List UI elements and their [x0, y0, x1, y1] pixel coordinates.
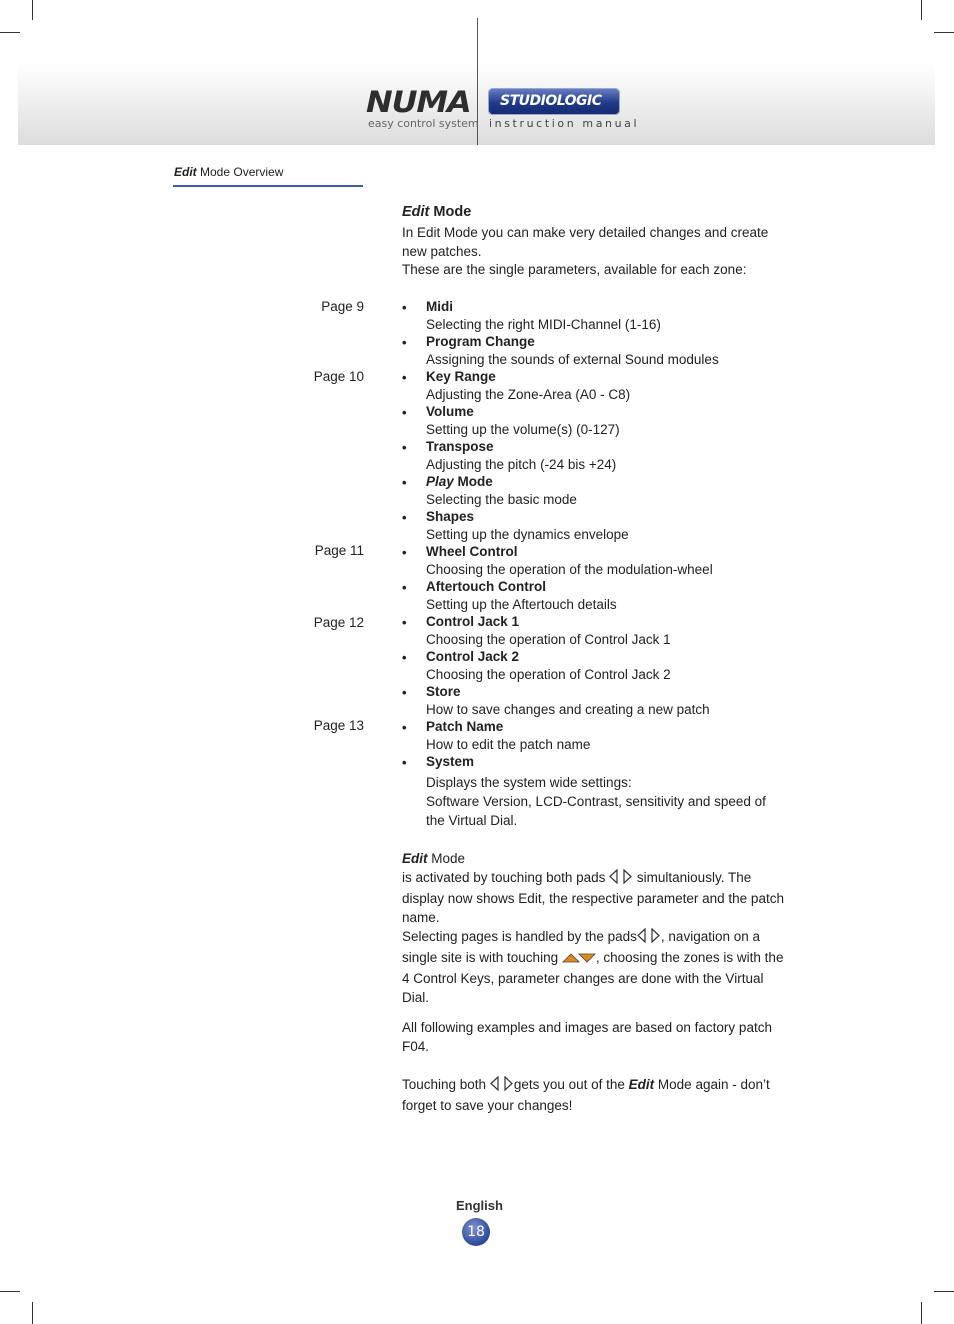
item-title: Shapes	[426, 509, 475, 524]
numa-logo-text: NUMA	[366, 85, 471, 119]
studiologic-logo	[488, 88, 620, 115]
bullet: •	[402, 615, 407, 630]
crop-mark	[32, 1302, 33, 1324]
item-title: Transpose	[426, 439, 494, 454]
item-title: Control Jack 1	[426, 614, 520, 629]
section-title	[174, 165, 283, 179]
item-title-rest: Mode	[453, 474, 493, 489]
bullet: •	[402, 370, 407, 385]
exit-text-em: Edit	[628, 1077, 655, 1092]
activation-heading	[402, 849, 792, 868]
bullet: •	[402, 475, 407, 490]
page-ref: Page 12	[313, 615, 364, 630]
page-heading	[402, 204, 471, 220]
crop-mark	[32, 0, 33, 20]
bullet: •	[402, 545, 407, 560]
crop-mark	[0, 1291, 20, 1292]
item-title: Volume	[426, 404, 474, 419]
heading-em: Edit	[402, 204, 430, 220]
left-right-pads-icon	[609, 869, 633, 889]
item-desc: Setting up the dynamics envelope	[426, 527, 629, 542]
page-ref: Page 10	[313, 369, 364, 384]
item-desc-2: Software Version, LCD-Contrast, sensitivity and speed of the Virtual Dial.	[426, 794, 766, 828]
bullet: •	[402, 335, 407, 350]
item-desc: Displays the system wide settings:	[426, 775, 632, 790]
page-number-badge: 18	[462, 1218, 490, 1246]
item-desc: Choosing the operation of the modulation-wheel	[426, 562, 713, 577]
item-desc: Setting up the Aftertouch details	[426, 597, 617, 612]
item-desc: Choosing the operation of Control Jack 1	[426, 632, 671, 647]
studiologic-logo-text: STUDIOLOGIC	[500, 93, 602, 109]
section-title-rest: Mode Overview	[196, 165, 284, 179]
activation-heading-rest: Mode	[427, 851, 466, 866]
bullet: •	[402, 510, 407, 525]
item-desc: Adjusting the Zone-Area (A0 - C8)	[426, 387, 631, 402]
activation-heading-em: Edit	[402, 851, 428, 866]
navigation-text: , choosing the zones is with the 4 Control Keys, parameter changes are done with the Virtual Dial.	[402, 950, 784, 1005]
item-title: Key Range	[426, 369, 496, 384]
language-label: English	[456, 1198, 503, 1213]
item-desc: Selecting the basic mode	[426, 492, 577, 507]
exit-text: gets you out of the	[513, 1077, 629, 1092]
left-right-pads-icon	[637, 928, 661, 948]
left-right-pads-icon	[490, 1076, 514, 1096]
item-desc: Assigning the sounds of external Sound modules	[426, 352, 719, 367]
item-title: Store	[426, 684, 461, 699]
bullet: •	[402, 755, 407, 770]
activation-paragraph	[402, 868, 792, 1007]
bullet: •	[402, 440, 407, 455]
crop-mark	[934, 32, 954, 33]
bullet: •	[402, 405, 407, 420]
up-down-arrows-icon	[562, 950, 596, 969]
navigation-text: , navigation on a single site is with touching	[402, 929, 760, 965]
exit-note	[402, 1075, 792, 1115]
bullet: •	[402, 685, 407, 700]
numa-logo	[366, 85, 479, 133]
page-ref: Page 13	[313, 718, 364, 733]
item-desc: How to save changes and creating a new patch	[426, 702, 710, 717]
item-desc: Setting up the volume(s) (0-127)	[426, 422, 620, 437]
item-desc: Choosing the operation of Control Jack 2	[426, 667, 671, 682]
exit-text: Touching both	[402, 1077, 490, 1092]
navigation-text: Selecting pages is handled by the pads	[402, 929, 637, 944]
exit-text: Mode again - don’t forget to save your changes!	[402, 1077, 770, 1113]
item-title: Midi	[426, 299, 453, 314]
item-title: Program Change	[426, 334, 535, 349]
bullet: •	[402, 650, 407, 665]
crop-mark	[921, 0, 922, 20]
bullet: •	[402, 580, 407, 595]
manual-subtitle: instruction manual	[489, 117, 640, 130]
item-title	[426, 474, 493, 489]
item-desc: Selecting the right MIDI-Channel (1-16)	[426, 317, 661, 332]
crop-mark	[921, 1302, 922, 1324]
page-ref: Page 11	[314, 543, 364, 558]
item-title: Control Jack 2	[426, 649, 520, 664]
intro-paragraph-2: These are the single parameters, available for each zone:	[402, 262, 747, 277]
numa-logo-subtitle: easy control system	[368, 117, 479, 130]
bullet: •	[402, 300, 407, 315]
item-title: Aftertouch Control	[426, 579, 546, 594]
section-title-em: Edit	[174, 165, 197, 179]
activation-text: simultaniously. The display now shows Edit, the respective parameter and the patch name.	[402, 870, 784, 925]
intro-paragraph: In Edit Mode you can make very detailed changes and create new patches.	[402, 225, 769, 259]
item-title: Wheel Control	[426, 544, 518, 559]
crop-mark	[934, 1291, 954, 1292]
section-underline	[173, 185, 363, 187]
item-desc: How to edit the patch name	[426, 737, 591, 752]
crop-mark	[0, 32, 20, 33]
item-title: Patch Name	[426, 719, 504, 734]
heading-rest: Mode	[429, 204, 472, 220]
factory-patch-note: All following examples and images are based on factory patch F04.	[402, 1020, 772, 1054]
item-title-em: Play	[426, 474, 454, 489]
item-title: System	[426, 754, 475, 769]
page-ref: Page 9	[321, 299, 364, 314]
bullet: •	[402, 720, 407, 735]
item-desc: Adjusting the pitch (-24 bis +24)	[426, 457, 617, 472]
activation-text: is activated by touching both pads	[402, 870, 606, 885]
